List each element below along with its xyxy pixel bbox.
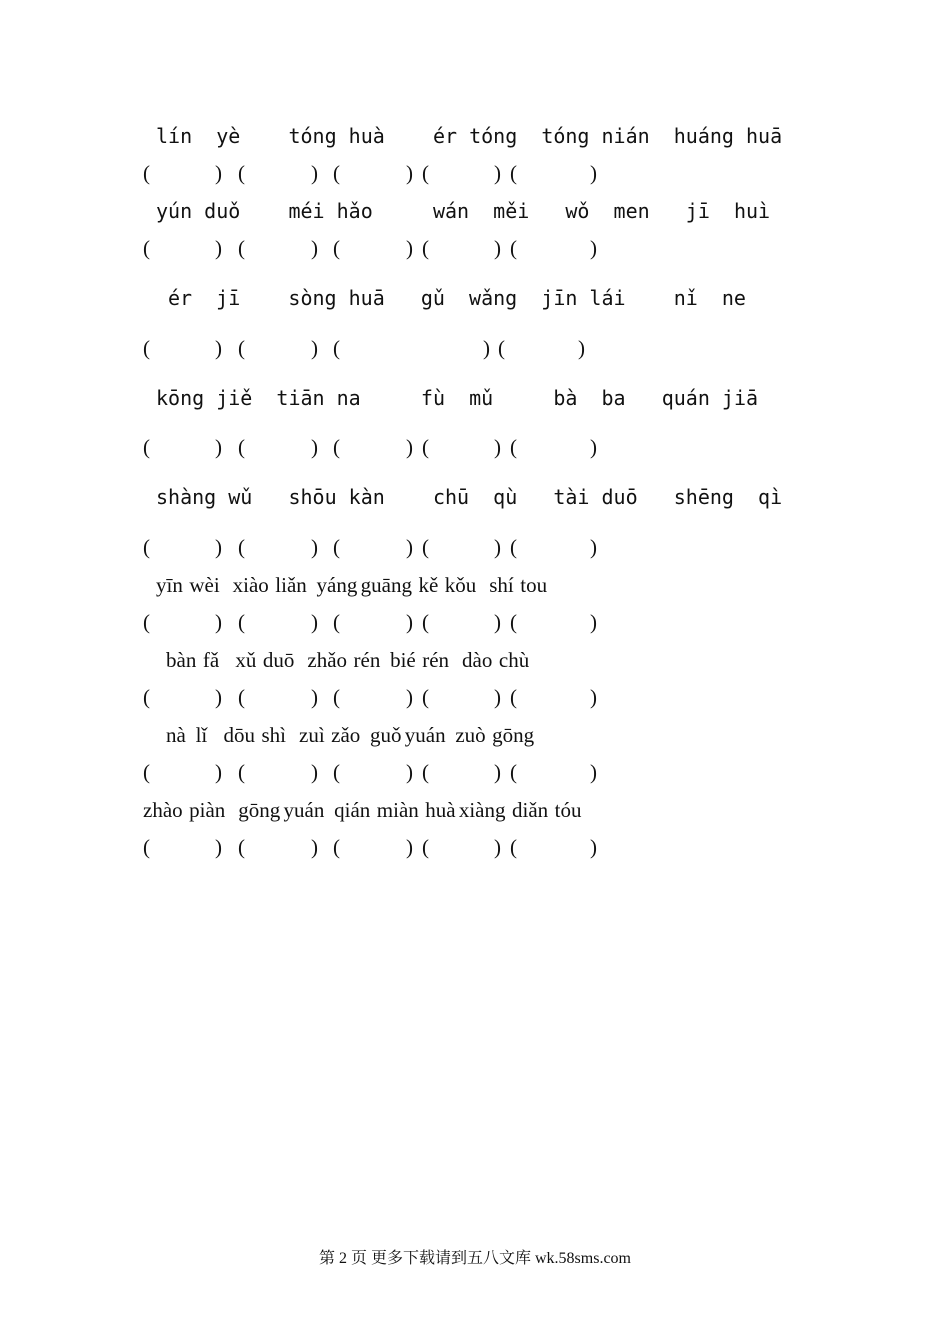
paren-row: ( ) ( ) ( ) ( ): [143, 336, 585, 360]
paren-row: ( ) ( ) ( ) ( ) ( ): [143, 610, 597, 634]
paren-row: ( ) ( ) ( ) ( ) ( ): [143, 835, 597, 859]
paren-row: ( ) ( ) ( ) ( ) ( ): [143, 161, 597, 185]
pinyin-row: lín yè tóng huà ér tóng tóng nián huáng huā: [156, 124, 783, 148]
paren-row: ( ) ( ) ( ) ( ) ( ): [143, 685, 597, 709]
pinyin-row: zhào piàn gōng yuán qián miàn huà xiàng diǎn tóu: [143, 798, 582, 822]
paren-row: ( ) ( ) ( ) ( ) ( ): [143, 236, 597, 260]
pinyin-row: bàn fǎ xǔ duō zhǎo rén bié rén dào chù: [166, 648, 530, 672]
paren-row: ( ) ( ) ( ) ( ) ( ): [143, 535, 597, 559]
paren-row: ( ) ( ) ( ) ( ) ( ): [143, 435, 597, 459]
paren-row: ( ) ( ) ( ) ( ) ( ): [143, 760, 597, 784]
pinyin-row: ér jī sòng huā gǔ wǎng jīn lái nǐ ne: [168, 286, 746, 310]
pinyin-row: shàng wǔ shōu kàn chū qù tài duō shēng qì: [156, 485, 783, 509]
pinyin-row: yún duǒ méi hǎo wán měi wǒ men jī huì: [156, 199, 771, 223]
pinyin-row: nà lǐ dōu shì zuì zǎo guǒ yuán zuò gōng: [166, 723, 535, 747]
page-footer: 第 2 页 更多下载请到五八文库 wk.58sms.com: [318, 1250, 631, 1267]
pinyin-row: yīn wèi xiào liǎn yáng guāng kě kǒu shí tou: [156, 573, 548, 597]
pinyin-row: kōng jiě tiān na fù mǔ bà ba quán jiā: [156, 386, 759, 410]
